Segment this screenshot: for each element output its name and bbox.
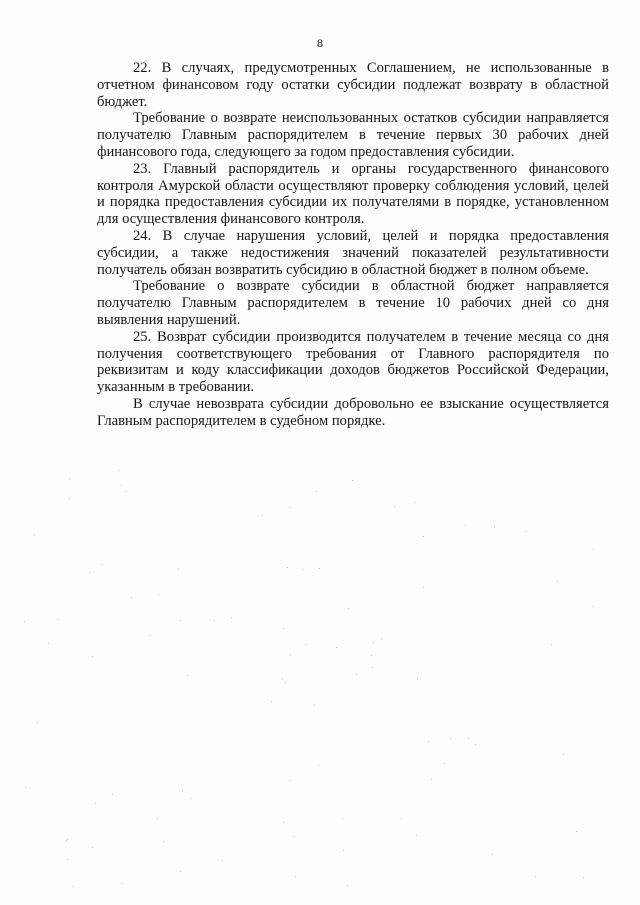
- scan-speck: [593, 606, 594, 607]
- scan-speck: [352, 480, 353, 481]
- scan-speck: [92, 847, 93, 848]
- scan-speck: [24, 621, 25, 622]
- scan-speck: [158, 594, 159, 595]
- paragraph-24: 24. В случае нарушения условий, целей и порядка предоставления субсидии, а также недостижения значений показателей результативности получатель обязан возвратить субсидию в областной бюджет в полном объеме.: [97, 227, 609, 278]
- scan-speck: [73, 886, 74, 887]
- scan-speck: [414, 502, 415, 503]
- page-number: 8: [317, 36, 323, 50]
- paragraph-22-requirement: Требование о возврате неиспользованных остатков субсидии направляется получателю Главным распорядителем в течение первых 30 рабочих дней финансового года, следующего за годом предоставления субсидии.: [97, 110, 609, 160]
- scan-speck: [525, 531, 526, 532]
- scan-speck: [66, 840, 67, 841]
- scan-speck: [125, 491, 126, 492]
- scan-speck: [283, 628, 284, 629]
- scan-speck: [475, 744, 476, 745]
- scan-speck: [336, 647, 337, 648]
- scan-speck: [576, 831, 577, 832]
- scan-speck: [157, 818, 158, 819]
- scan-speck: [563, 754, 564, 755]
- scan-speck: [314, 705, 315, 706]
- scan-speck: [293, 836, 294, 837]
- scan-speck: [290, 507, 291, 508]
- scan-speck: [95, 803, 96, 804]
- scan-speck: [423, 587, 424, 588]
- scan-speck: [178, 569, 179, 570]
- scan-speck: [416, 835, 417, 836]
- scan-speck: [283, 822, 284, 823]
- scan-speck: [118, 470, 119, 471]
- scan-speck: [34, 534, 35, 535]
- scan-speck: [319, 568, 320, 569]
- scan-speck: [122, 883, 123, 884]
- scan-speck: [287, 567, 288, 568]
- scan-speck: [593, 549, 594, 550]
- paragraph-25: 25. Возврат субсидии производится получателем в течение месяца со дня получения соответствующего требования от Главного распорядителя по реквизитам и коду классификации доходов бюджетов Российской Федерации, указанным в требовании.: [97, 328, 609, 396]
- scan-speck: [423, 536, 424, 537]
- scan-speck: [295, 876, 296, 877]
- scan-speck: [271, 701, 272, 702]
- scan-speck: [465, 525, 466, 526]
- document-body: [97, 60, 609, 430]
- scan-speck: [101, 564, 102, 565]
- scan-speck: [48, 643, 49, 644]
- scan-speck: [348, 608, 349, 609]
- scan-speck: [231, 617, 232, 618]
- scan-speck: [290, 780, 291, 781]
- scan-speck: [58, 619, 59, 620]
- scan-speck: [302, 569, 303, 570]
- scan-speck: [318, 765, 319, 766]
- scan-speck: [347, 885, 348, 886]
- scan-speck: [494, 527, 495, 528]
- scan-speck: [262, 515, 263, 516]
- scan-speck: [492, 854, 493, 855]
- scan-speck: [89, 572, 90, 573]
- scan-speck: [222, 860, 223, 861]
- scan-speck: [112, 794, 113, 795]
- scan-speck: [25, 787, 26, 788]
- scan-speck: [285, 682, 286, 683]
- paragraph-23: 23. Главный распорядитель и органы государственного финансового контроля Амурской области осуществляют проверку соблюдения условий, целей и порядка предоставления субсидии их получателями в порядке, установленном для осуществления финансового контроля.: [97, 160, 609, 228]
- scan-speck: [372, 667, 373, 668]
- scan-speck: [343, 850, 344, 851]
- scan-speck: [583, 877, 584, 878]
- scan-speck: [69, 478, 70, 479]
- scan-speck: [444, 763, 445, 764]
- scan-speck: [180, 871, 181, 872]
- scan-speck: [373, 642, 374, 643]
- scan-speck: [557, 581, 558, 582]
- scan-speck: [468, 738, 469, 739]
- scan-speck: [163, 841, 164, 842]
- scan-speck: [92, 656, 93, 657]
- scan-speck: [187, 675, 188, 676]
- scan-speck: [37, 722, 38, 723]
- paragraph-25-enforcement: В случае невозврата субсидии добровольно ее взыскание осуществляется Главным распорядителем в судебном порядке.: [97, 395, 609, 429]
- scan-speck: [214, 620, 215, 621]
- scan-speck: [431, 779, 432, 780]
- scan-speck: [394, 506, 395, 507]
- scan-speck: [417, 679, 418, 680]
- scan-speck: [67, 839, 68, 840]
- paragraph-22: 22. В случаях, предусмотренных Соглашением, не использованные в отчетном финансовом году остатки субсидии подлежат возврату в областной бюджет.: [97, 60, 609, 110]
- scan-speck: [306, 644, 307, 645]
- scan-speck: [371, 655, 372, 656]
- scan-speck: [282, 678, 283, 679]
- scan-speck: [356, 674, 357, 675]
- scan-speck: [428, 741, 429, 742]
- scan-speck: [180, 620, 181, 621]
- scan-speck: [535, 876, 536, 877]
- scan-speck: [190, 798, 191, 799]
- scan-speck: [69, 498, 70, 499]
- scan-speck: [401, 818, 402, 819]
- scan-speck: [149, 635, 150, 636]
- scan-speck: [182, 791, 183, 792]
- scan-speck: [316, 491, 317, 492]
- scan-speck: [121, 485, 122, 486]
- scan-speck: [342, 818, 343, 819]
- paragraph-24-requirement: Требование о возврате субсидии в областной бюджет направляется получателю Главным распорядителем в течение 10 рабочих дней со дня выявления нарушений.: [97, 278, 609, 328]
- scan-speck: [551, 644, 552, 645]
- scan-speck: [381, 638, 382, 639]
- scan-speck: [290, 654, 291, 655]
- scan-speck: [131, 597, 132, 598]
- scan-speck: [450, 738, 451, 739]
- scan-speck: [67, 859, 68, 860]
